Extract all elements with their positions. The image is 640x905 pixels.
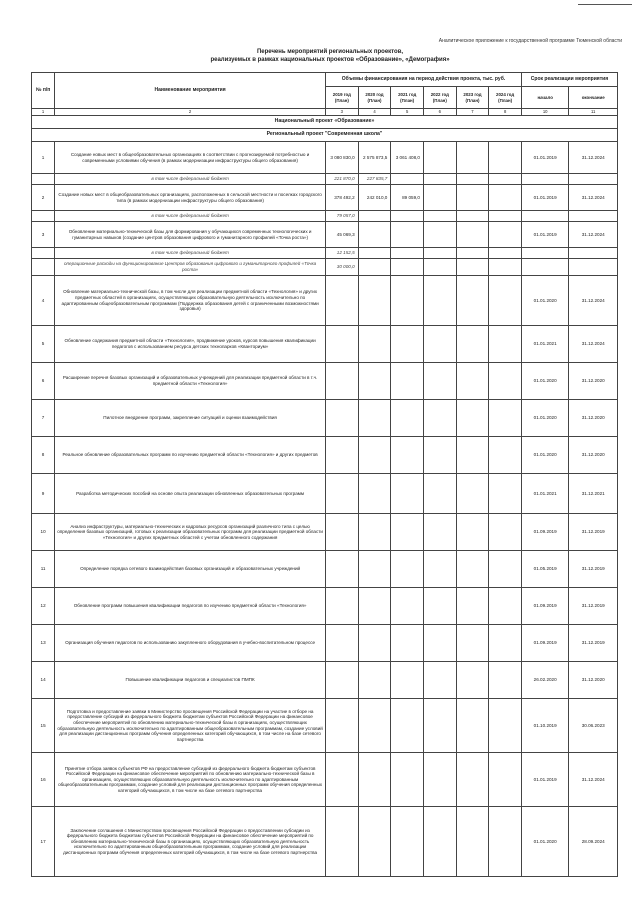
- row-value-2022: [423, 588, 456, 625]
- row-activity-name: Обновление программ повышения квалификации педагогов по изучению предметной области «Технология»: [55, 588, 326, 625]
- row-value-2022: [423, 625, 456, 662]
- table-row: [32, 185, 618, 211]
- top-rule: [578, 4, 632, 5]
- index-cell: 3: [326, 109, 359, 116]
- row-activity-name: Пилотное внедрение программ, закрепление ситуаций и оценки взаимодействия: [55, 400, 326, 437]
- row-number: 1: [32, 142, 55, 174]
- table-row: [32, 551, 618, 588]
- row-value-2020: 227 835,7: [358, 174, 391, 185]
- row-value-2024: [489, 185, 522, 211]
- index-cell: 6: [423, 109, 456, 116]
- table-row: [32, 222, 618, 248]
- row-number: [32, 174, 55, 185]
- header-end: окончание: [569, 87, 618, 109]
- table-row: [32, 625, 618, 662]
- row-value-2019: [326, 699, 359, 753]
- row-number: 17: [32, 807, 55, 877]
- row-value-2019: [326, 753, 359, 807]
- row-value-2023: [456, 222, 489, 248]
- row-value-2021: [391, 326, 424, 363]
- row-start-date: 01.09.2019: [521, 625, 568, 662]
- national-project-heading: Национальный проект «Образование»: [32, 116, 618, 129]
- row-value-2024: [489, 363, 522, 400]
- row-value-2020: [358, 753, 391, 807]
- row-value-2019: 79 057,0: [326, 211, 359, 222]
- table-row: [32, 259, 618, 276]
- header-year: 2023 год (План): [456, 87, 489, 109]
- row-value-2022: [423, 662, 456, 699]
- row-value-2020: [358, 551, 391, 588]
- row-value-2020: [358, 437, 391, 474]
- row-activity-name: Принятие отбора заявок субъектов РФ на предоставление субсидий из федерального бюджета бюджетам субъектов Российской Федерации на финансовое обеспечение мероприятий по обновлению материально-технической базы в организациях, осуществляющих образовательную деятельность исключительно по адаптированным общеобразовательным программам, создание условий для реализации дистанционных программ обучения определенных категорий обучающихся, в том числе на базе сетевого партнерства: [55, 753, 326, 807]
- row-value-2019: [326, 551, 359, 588]
- row-value-2020: [358, 211, 391, 222]
- row-start-date: 01.01.2020: [521, 437, 568, 474]
- row-value-2023: [456, 185, 489, 211]
- row-end-date: 31.12.2020: [569, 437, 618, 474]
- row-activity-name: в том числе федеральный бюджет: [55, 174, 326, 185]
- header-name: Наименование мероприятия: [55, 73, 326, 109]
- row-value-2021: [391, 807, 424, 877]
- row-end-date: 28.09.2024: [569, 807, 618, 877]
- row-value-2019: [326, 474, 359, 514]
- row-value-2019: [326, 514, 359, 551]
- row-value-2024: [489, 699, 522, 753]
- row-activity-name: Реальное обновление образовательных программ по изучению предметной области «Технология» и других предметов: [55, 437, 326, 474]
- table-row: [32, 588, 618, 625]
- row-value-2021: [391, 211, 424, 222]
- row-value-2023: [456, 259, 489, 276]
- row-value-2023: [456, 276, 489, 326]
- row-value-2023: [456, 142, 489, 174]
- row-start-date: 01.01.2020: [521, 807, 568, 877]
- row-end-date: 31.12.2019: [569, 551, 618, 588]
- row-start-date: 01.05.2019: [521, 551, 568, 588]
- row-value-2020: [358, 248, 391, 259]
- row-value-2021: [391, 363, 424, 400]
- row-value-2022: [423, 551, 456, 588]
- row-value-2024: [489, 222, 522, 248]
- row-value-2024: [489, 551, 522, 588]
- row-end-date: 31.12.2024: [569, 753, 618, 807]
- header-funding: Объемы финансирования на период действия проекта, тыс. руб.: [326, 73, 522, 87]
- row-value-2021: 89 059,0: [391, 185, 424, 211]
- row-value-2020: [358, 588, 391, 625]
- row-value-2019: 3 080 830,0: [326, 142, 359, 174]
- row-value-2022: [423, 185, 456, 211]
- table-row: [32, 142, 618, 174]
- row-value-2019: [326, 662, 359, 699]
- row-start-date: 01.10.2019: [521, 699, 568, 753]
- row-value-2024: [489, 259, 522, 276]
- row-activity-name: Обновление содержания предметной области «Технология», продвижение уроков, курсов повышения квалификации педагогов с использованием ресурса детских технопарков «Кванториум»: [55, 326, 326, 363]
- row-value-2019: [326, 437, 359, 474]
- row-value-2019: [326, 363, 359, 400]
- row-value-2022: [423, 753, 456, 807]
- row-value-2020: [358, 699, 391, 753]
- row-value-2019: [326, 276, 359, 326]
- row-value-2021: [391, 174, 424, 185]
- row-value-2023: [456, 474, 489, 514]
- row-value-2022: [423, 807, 456, 877]
- table-row: [32, 276, 618, 326]
- row-value-2021: [391, 551, 424, 588]
- table-row: [32, 400, 618, 437]
- header-year: 2024 год (План): [489, 87, 522, 109]
- row-start-date: [521, 248, 568, 259]
- row-end-date: 31.12.2019: [569, 625, 618, 662]
- row-value-2024: [489, 474, 522, 514]
- header-year: 2019 год (План): [326, 87, 359, 109]
- row-activity-name: Организация обучения педагогов по использованию закупленного оборудования в учебно-воспитательном процессе: [55, 625, 326, 662]
- document-title: [170, 48, 490, 64]
- row-value-2019: 221 870,0: [326, 174, 359, 185]
- row-start-date: [521, 211, 568, 222]
- row-end-date: [569, 259, 618, 276]
- row-end-date: [569, 248, 618, 259]
- row-number: 4: [32, 276, 55, 326]
- row-value-2023: [456, 807, 489, 877]
- row-value-2022: [423, 259, 456, 276]
- row-start-date: [521, 259, 568, 276]
- row-value-2021: [391, 400, 424, 437]
- row-activity-name: операционные расходы на функционирование Центров образования цифрового и гуманитарного профилей «Точка роста»: [55, 259, 326, 276]
- row-start-date: 01.01.2019: [521, 185, 568, 211]
- row-value-2020: [358, 400, 391, 437]
- row-value-2023: [456, 551, 489, 588]
- table-row: [32, 474, 618, 514]
- row-value-2022: [423, 174, 456, 185]
- row-value-2021: [391, 625, 424, 662]
- row-number: 15: [32, 699, 55, 753]
- row-number: 8: [32, 437, 55, 474]
- row-value-2023: [456, 662, 489, 699]
- row-start-date: 26.02.2020: [521, 662, 568, 699]
- row-number: 5: [32, 326, 55, 363]
- row-value-2021: [391, 437, 424, 474]
- row-value-2019: 378 492,2: [326, 185, 359, 211]
- index-cell: 2: [55, 109, 326, 116]
- row-end-date: 31.12.2024: [569, 326, 618, 363]
- row-value-2022: [423, 474, 456, 514]
- row-activity-name: Заключение соглашения с Министерством просвещения Российской Федерации о предоставлении субсидии из федерального бюджета бюджетам субъектов Российской Федерации на финансовое обеспечение мероприятий по обновлению материально-технической базы в организациях, осуществляющих образовательную деятельность исключительно по адаптированным общеобразовательным программам, создание условий для реализации дистанционных программ обучения определенных категорий обучающихся, в том числе на базе сетевого партнерства: [55, 807, 326, 877]
- row-number: 14: [32, 662, 55, 699]
- row-end-date: 31.12.2024: [569, 276, 618, 326]
- row-start-date: [521, 174, 568, 185]
- row-value-2021: [391, 259, 424, 276]
- appendix-note: Аналитическое приложение к государственной программе Тюменской области: [438, 38, 622, 44]
- row-value-2021: [391, 662, 424, 699]
- row-value-2023: [456, 625, 489, 662]
- title-line-2: реализуемых в рамках национальных проектов «Образование», «Демография»: [210, 57, 450, 63]
- row-activity-name: в том числе федеральный бюджет: [55, 248, 326, 259]
- row-value-2021: [391, 248, 424, 259]
- header-num: № п/п: [32, 73, 55, 109]
- row-value-2023: [456, 174, 489, 185]
- table-row: [32, 753, 618, 807]
- row-value-2021: [391, 276, 424, 326]
- row-value-2021: [391, 699, 424, 753]
- row-value-2023: [456, 514, 489, 551]
- row-number: 7: [32, 400, 55, 437]
- table-row: [32, 248, 618, 259]
- row-value-2020: [358, 326, 391, 363]
- row-value-2023: [456, 248, 489, 259]
- row-start-date: 01.01.2019: [521, 142, 568, 174]
- row-value-2020: [358, 514, 391, 551]
- table-row: [32, 514, 618, 551]
- row-value-2024: [489, 662, 522, 699]
- row-value-2024: [489, 588, 522, 625]
- row-number: 9: [32, 474, 55, 514]
- row-value-2024: [489, 142, 522, 174]
- row-end-date: [569, 174, 618, 185]
- row-number: 16: [32, 753, 55, 807]
- row-value-2022: [423, 222, 456, 248]
- row-number: 6: [32, 363, 55, 400]
- row-number: 11: [32, 551, 55, 588]
- index-cell: 4: [358, 109, 391, 116]
- row-value-2020: [358, 222, 391, 248]
- row-value-2024: [489, 211, 522, 222]
- row-value-2023: [456, 753, 489, 807]
- row-number: 12: [32, 588, 55, 625]
- index-cell: 1: [32, 109, 55, 116]
- row-value-2020: [358, 276, 391, 326]
- row-value-2019: [326, 807, 359, 877]
- row-value-2021: 3 061 408,0: [391, 142, 424, 174]
- row-value-2019: [326, 400, 359, 437]
- row-end-date: 31.12.2024: [569, 222, 618, 248]
- row-value-2020: [358, 807, 391, 877]
- header-year: 2022 год (План): [423, 87, 456, 109]
- row-value-2024: [489, 514, 522, 551]
- row-value-2020: 2 575 873,5: [358, 142, 391, 174]
- table-row: [32, 807, 618, 877]
- row-value-2022: [423, 326, 456, 363]
- header-start: начало: [521, 87, 568, 109]
- row-value-2021: [391, 588, 424, 625]
- index-cell: 11: [569, 109, 618, 116]
- index-cell: 5: [391, 109, 424, 116]
- activities-table: [31, 72, 618, 877]
- row-start-date: 01.09.2019: [521, 588, 568, 625]
- row-start-date: 01.01.2021: [521, 326, 568, 363]
- row-activity-name: Определение порядка сетевого взаимодействия базовых организаций и образовательных учреждений: [55, 551, 326, 588]
- row-value-2024: [489, 437, 522, 474]
- row-value-2024: [489, 807, 522, 877]
- row-start-date: 01.01.2019: [521, 753, 568, 807]
- row-value-2021: [391, 474, 424, 514]
- row-end-date: 31.12.2020: [569, 662, 618, 699]
- row-end-date: 30.06.2023: [569, 699, 618, 753]
- row-number: 2: [32, 185, 55, 211]
- header-deadlines: Срок реализации мероприятия: [521, 73, 617, 87]
- row-activity-name: Создание новых мест в общеобразовательных организациях, расположенных в сельской местности и поселках городского типа (в рамках модернизации инфраструктуры общего образования): [55, 185, 326, 211]
- row-value-2023: [456, 363, 489, 400]
- row-value-2021: [391, 514, 424, 551]
- row-value-2024: [489, 174, 522, 185]
- row-end-date: 31.12.2024: [569, 185, 618, 211]
- table-row: [32, 437, 618, 474]
- row-activity-name: Анализ инфраструктуры, материально-технических и кадровых ресурсов организаций различного типа с целью определения базовых организаций, готовых к реализации образовательных программ для реализации предметной области «Технология» и других предметных областей с учетом обновленного содержания: [55, 514, 326, 551]
- row-value-2023: [456, 326, 489, 363]
- row-value-2022: [423, 142, 456, 174]
- table-row: [32, 211, 618, 222]
- index-cell: 10: [521, 109, 568, 116]
- row-value-2022: [423, 276, 456, 326]
- row-end-date: 31.12.2020: [569, 363, 618, 400]
- row-value-2024: [489, 276, 522, 326]
- row-activity-name: в том числе федеральный бюджет: [55, 211, 326, 222]
- row-start-date: 01.01.2021: [521, 474, 568, 514]
- row-value-2019: [326, 326, 359, 363]
- row-activity-name: Расширение перечня базовых организаций и образовательных учреждений для реализации предметной области в т.ч. предметной области «Технология»: [55, 363, 326, 400]
- row-value-2024: [489, 326, 522, 363]
- row-end-date: 31.12.2019: [569, 588, 618, 625]
- row-value-2019: 30 000,0: [326, 259, 359, 276]
- row-value-2022: [423, 514, 456, 551]
- row-number: [32, 259, 55, 276]
- header-year: 2021 год (План): [391, 87, 424, 109]
- row-value-2020: [358, 474, 391, 514]
- header-year: 2020 год (План): [358, 87, 391, 109]
- row-value-2024: [489, 753, 522, 807]
- regional-project-heading: Региональный проект "Современная школа": [32, 129, 618, 142]
- row-activity-name: Создание новых мест в общеобразовательных организациях в соответствии с прогнозируемой потребностью и современными условиями обучения (в рамках модернизации инфраструктуры общего образования): [55, 142, 326, 174]
- row-value-2022: [423, 248, 456, 259]
- row-end-date: 31.12.2020: [569, 400, 618, 437]
- row-activity-name: Обновление материально-технической базы, в том числе для реализации предметной области «Технология» и других предметных областей в организациях, осуществляющих образовательную деятельность исключительно по адаптированным общеобразовательным программам (Поддержка образования детей с ограниченными возможностями здоровья): [55, 276, 326, 326]
- index-cell: 8: [489, 109, 522, 116]
- row-end-date: 31.12.2019: [569, 514, 618, 551]
- row-start-date: 01.09.2019: [521, 514, 568, 551]
- row-value-2019: [326, 625, 359, 662]
- row-activity-name: Подготовка и предоставление заявки в Министерство просвещения Российской Федерации на участие в отборе на предоставление субсидий из федерального бюджета бюджетам субъектов Российской Федерации на финансовое обеспечение мероприятий по обновлению материально-технической базы в организациях, осуществляющих образовательную деятельность исключительно по адаптированным общеобразовательным программам, создание условий для реализации дистанционных программ обучения определенных категорий обучающихся, в том числе на базе сетевого партнерства: [55, 699, 326, 753]
- index-cell: 7: [456, 109, 489, 116]
- row-value-2021: [391, 222, 424, 248]
- row-value-2022: [423, 211, 456, 222]
- row-end-date: 31.12.2024: [569, 142, 618, 174]
- row-value-2024: [489, 625, 522, 662]
- table-row: [32, 363, 618, 400]
- row-activity-name: Обновление материально-технической базы для формирования у обучающихся современных технологических и гуманитарных навыков (создание центров образования цифрового и гуманитарного профилей «Точка роста»): [55, 222, 326, 248]
- table-row: [32, 662, 618, 699]
- row-number: [32, 211, 55, 222]
- row-value-2022: [423, 437, 456, 474]
- row-value-2021: [391, 753, 424, 807]
- row-value-2023: [456, 437, 489, 474]
- row-number: 10: [32, 514, 55, 551]
- row-value-2022: [423, 400, 456, 437]
- row-value-2023: [456, 699, 489, 753]
- row-value-2020: [358, 662, 391, 699]
- row-value-2020: [358, 259, 391, 276]
- row-end-date: [569, 211, 618, 222]
- row-start-date: 01.01.2019: [521, 222, 568, 248]
- table-row: [32, 326, 618, 363]
- table-row: [32, 699, 618, 753]
- row-end-date: 31.12.2021: [569, 474, 618, 514]
- title-line-1: Перечень мероприятий региональных проектов,: [256, 49, 404, 55]
- row-value-2023: [456, 211, 489, 222]
- row-value-2020: [358, 625, 391, 662]
- row-value-2019: 45 069,3: [326, 222, 359, 248]
- row-value-2019: [326, 588, 359, 625]
- row-start-date: 01.01.2020: [521, 363, 568, 400]
- row-activity-name: Разработка методических пособий на основе опыта реализации обновленных образовательных программ: [55, 474, 326, 514]
- row-start-date: 01.01.2020: [521, 276, 568, 326]
- row-value-2024: [489, 400, 522, 437]
- row-value-2023: [456, 588, 489, 625]
- row-value-2022: [423, 363, 456, 400]
- row-activity-name: Повышение квалификации педагогов и специалистов ПМПК: [55, 662, 326, 699]
- row-value-2022: [423, 699, 456, 753]
- row-number: [32, 248, 55, 259]
- table-row: [32, 174, 618, 185]
- row-start-date: 01.01.2020: [521, 400, 568, 437]
- row-value-2024: [489, 248, 522, 259]
- row-value-2020: 242 010,0: [358, 185, 391, 211]
- row-value-2020: [358, 363, 391, 400]
- row-value-2019: 12 152,5: [326, 248, 359, 259]
- row-number: 13: [32, 625, 55, 662]
- row-number: 3: [32, 222, 55, 248]
- row-value-2023: [456, 400, 489, 437]
